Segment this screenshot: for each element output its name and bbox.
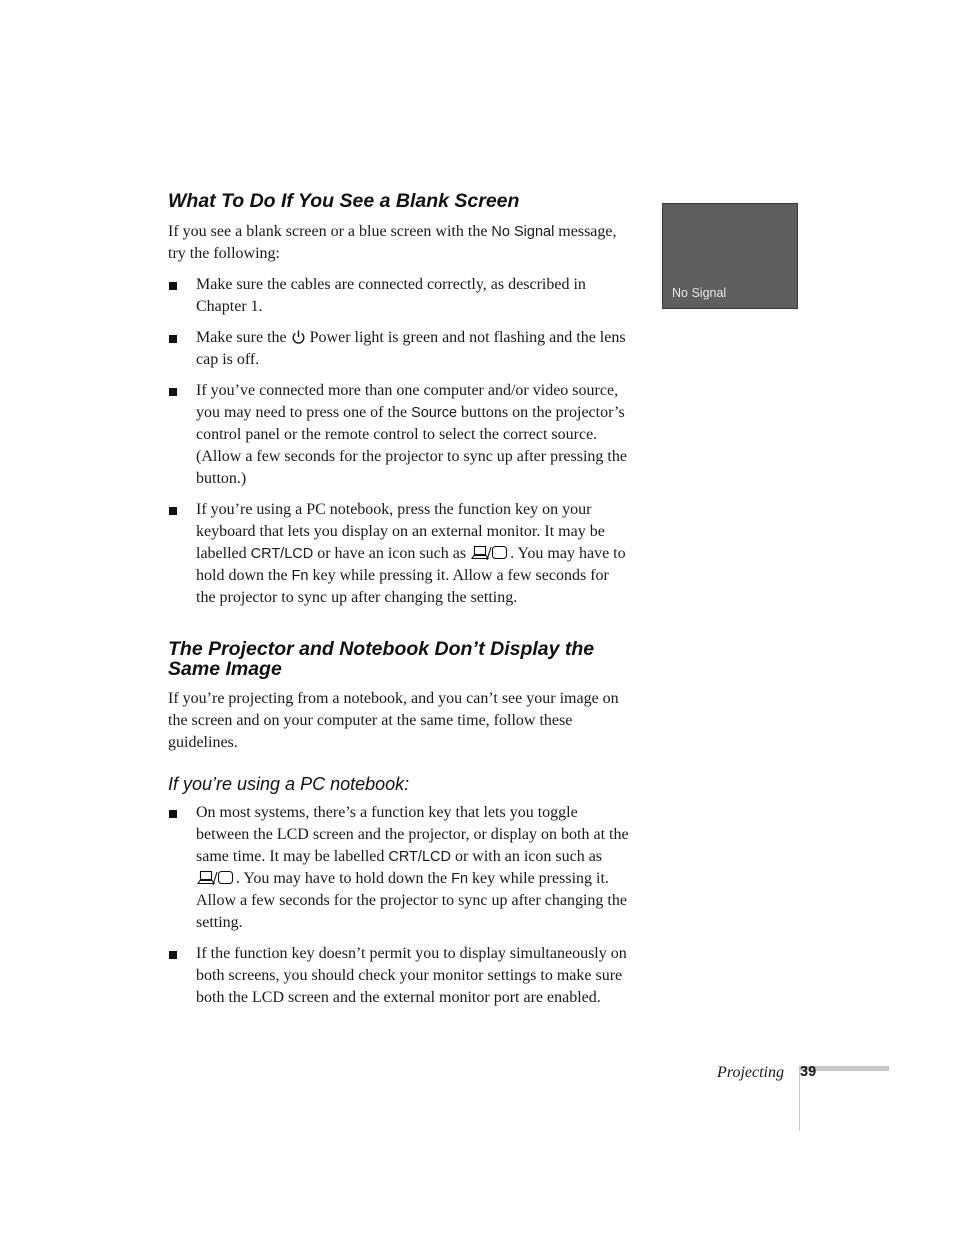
code-text: CRT/LCD xyxy=(250,546,314,562)
list-item: If you’ve connected more than one computer and/or video source, you may need to press one of the Source buttons on the projector’s control panel or the remote control to select the correct source. (Allow a few seconds for the projector to sync up after pressing the button.) xyxy=(168,380,630,490)
subsection-title: If you’re using a PC notebook: xyxy=(168,774,410,794)
list-item: Make sure the cables are connected correctly, as described in Chapter 1. xyxy=(168,274,630,318)
list-item: If the function key doesn’t permit you to display simultaneously on both screens, you should check your monitor settings to make sure both the LCD screen and the external monitor port are enabled. xyxy=(168,943,630,1009)
bullet-square-icon xyxy=(169,282,177,290)
bullet-list xyxy=(168,274,630,609)
code-text: CRT/LCD xyxy=(388,849,451,865)
notebook-monitor-icon xyxy=(470,544,510,561)
bullet-square-icon xyxy=(169,335,177,343)
code-text: Fn xyxy=(451,871,469,887)
chapter-label: Projecting xyxy=(717,1064,784,1081)
power-icon xyxy=(291,329,306,345)
no-signal-label: No Signal xyxy=(672,286,727,300)
notebook-monitor-icon xyxy=(196,869,236,886)
bullet-list xyxy=(168,802,630,1009)
section-title: What To Do If You See a Blank Screen xyxy=(168,190,520,212)
list-item: If you’re using a PC notebook, press the function key on your keyboard that lets you display on an external monitor. It may be labelled CRT/LCD or have an icon such as . You may have to hold down the Fn key while pressing it. Allow a few seconds for the projector to sync up after changing the setting. xyxy=(168,499,630,609)
list-item: Make sure the Power light is green and not flashing and the lens cap is off. xyxy=(168,327,630,371)
code-text: No Signal xyxy=(491,224,555,240)
section-intro: If you’re projecting from a notebook, and you can’t see your image on the screen and on your computer at the same time, follow these guidelines. xyxy=(168,690,619,751)
page-number: 39 xyxy=(800,1064,817,1080)
bullet-square-icon xyxy=(169,507,177,515)
list-item: On most systems, there’s a function key that lets you toggle between the LCD screen and the projector, or display on both at the same time. It may be labelled CRT/LCD or with an icon such as . You may have to hold down the Fn key while pressing it. Allow a few seconds for the projector to sync up after changing the setting. xyxy=(168,802,630,934)
bullet-square-icon xyxy=(169,810,177,818)
code-text: Fn xyxy=(291,568,309,584)
bullet-square-icon xyxy=(169,951,177,959)
section-intro: If you see a blank screen or a blue screen with the No Signal message, try the following: xyxy=(168,223,617,262)
bullet-square-icon xyxy=(169,388,177,396)
no-signal-screen-image xyxy=(662,203,798,309)
section-same-image xyxy=(168,639,630,1009)
section-title: The Projector and Notebook Don’t Display the Same Image xyxy=(168,638,595,680)
section-blank-screen xyxy=(168,191,630,609)
code-text: Source xyxy=(411,405,458,421)
